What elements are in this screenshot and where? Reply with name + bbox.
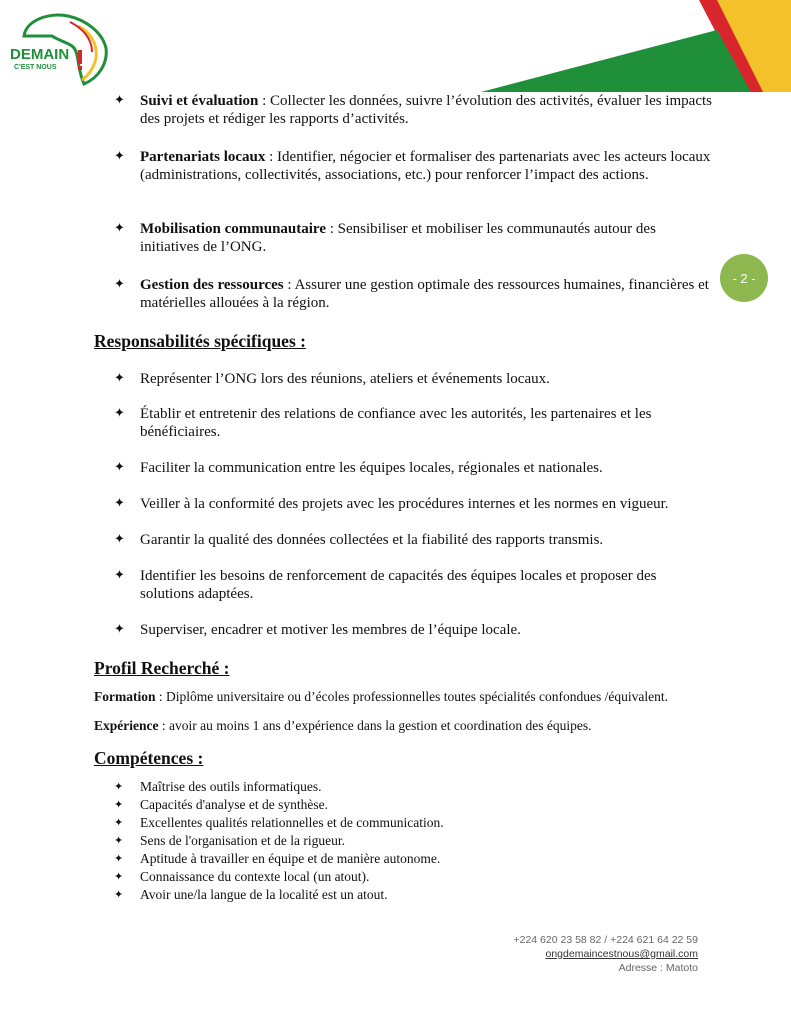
item-title: Suivi et évaluation	[140, 93, 259, 109]
item-text: Maîtrise des outils informatiques.	[140, 779, 322, 794]
item-text: Représenter l’ONG lors des réunions, ateliers et événements locaux.	[140, 371, 550, 387]
item-text: : Sensibiliser et mobiliser les communautés autour des initiatives de l’ONG.	[140, 221, 656, 255]
list-item	[94, 868, 714, 886]
bullet-star-icon: ✦	[114, 798, 124, 811]
list-item	[94, 850, 714, 868]
bullet-star-icon: ✦	[114, 816, 124, 829]
list-item	[94, 621, 714, 639]
formation-paragraph	[94, 688, 734, 706]
experience-text: : avoir au moins 1 ans d’expérience dans la gestion et coordination des équipes.	[158, 718, 592, 733]
bullet-star-icon: ✦	[114, 568, 125, 583]
bullet-star-icon: ✦	[114, 870, 124, 883]
footer-email-link[interactable]: ongdemaincestnous@gmail.com	[545, 948, 698, 960]
item-title: Gestion des ressources	[140, 277, 284, 293]
experience-paragraph	[94, 717, 734, 735]
list-item	[94, 459, 714, 477]
item-text: Garantir la qualité des données collectées et la fiabilité des rapports transmis.	[140, 532, 604, 548]
list-item	[94, 405, 714, 441]
item-text: Faciliter la communication entre les équipes locales, régionales et nationales.	[140, 460, 603, 476]
bullet-star-icon: ✦	[114, 834, 124, 847]
item-text: Établir et entretenir des relations de confiance avec les autorités, les partenaires et les bénéficiaires.	[140, 406, 652, 440]
competences-list	[94, 778, 714, 904]
item-text: Identifier les besoins de renforcement de capacités des équipes locales et proposer des solutions adaptées.	[140, 568, 657, 602]
bullet-star-icon: ✦	[114, 622, 125, 637]
item-text: Aptitude à travailler en équipe et de manière autonome.	[140, 851, 441, 866]
bullet-star-icon: ✦	[114, 221, 125, 236]
item-text: : Collecter les données, suivre l’évolution des activités, évaluer les impacts des projets et rédiger les rapports d’activités.	[140, 93, 712, 127]
list-item	[94, 796, 714, 814]
bullet-star-icon: ✦	[114, 780, 124, 793]
item-text: Excellentes qualités relationnelles et de communication.	[140, 815, 444, 830]
item-text: : Identifier, négocier et formaliser des partenariats avec les acteurs locaux (administrations, collectivités, associations, etc.) pour renforcer l’impact des actions.	[140, 149, 711, 183]
item-title: Mobilisation communautaire	[140, 221, 326, 237]
item-text: Avoir une/la langue de la localité est un atout.	[140, 887, 388, 902]
corner-decoration	[481, 0, 791, 92]
footer-contact	[513, 933, 698, 975]
list-item	[94, 92, 714, 128]
logo-line2: C'EST NOUS	[14, 64, 57, 71]
page-number-badge: - 2 -	[720, 254, 768, 302]
bullet-star-icon: ✦	[114, 532, 125, 547]
bullet-star-icon: ✦	[114, 149, 125, 164]
item-text: Veiller à la conformité des projets avec les procédures internes et les normes en vigueur.	[140, 496, 669, 512]
section-heading-profil: Profil Recherché :	[94, 658, 230, 678]
item-text: Connaissance du contexte local (un atout).	[140, 869, 370, 884]
item-title: Partenariats locaux	[140, 149, 266, 165]
list-item	[94, 370, 714, 388]
list-item	[94, 886, 714, 904]
bullet-star-icon: ✦	[114, 852, 124, 865]
list-item	[94, 495, 740, 513]
formation-text: : Diplôme universitaire ou d’écoles professionnelles toutes spécialités confondues /équivalent.	[155, 689, 668, 704]
list-item	[94, 778, 714, 796]
formation-label: Formation	[94, 689, 156, 704]
bullet-star-icon: ✦	[114, 460, 125, 475]
list-item	[94, 276, 714, 312]
experience-label: Expérience	[94, 718, 159, 733]
list-item	[94, 220, 714, 256]
item-text: Sens de l'organisation et de la rigueur.	[140, 833, 346, 848]
list-item	[94, 814, 714, 832]
section-heading-competences: Compétences :	[94, 748, 204, 768]
bullet-star-icon: ✦	[114, 888, 124, 901]
list-item	[94, 148, 714, 184]
logo-line1: DEMAIN	[10, 46, 70, 63]
item-text: : Assurer une gestion optimale des ressources humaines, financières et matérielles allouées à la région.	[140, 277, 709, 311]
bullet-star-icon: ✦	[114, 93, 125, 108]
bullet-star-icon: ✦	[114, 496, 125, 511]
item-text: Capacités d'analyse et de synthèse.	[140, 797, 328, 812]
footer-address: Adresse : Matoto	[618, 962, 698, 974]
footer-phones: +224 620 23 58 82 / +224 621 64 22 59	[513, 934, 698, 946]
bullet-star-icon: ✦	[114, 371, 125, 386]
bullet-star-icon: ✦	[114, 406, 125, 421]
item-text: Superviser, encadrer et motiver les membres de l’équipe locale.	[140, 622, 521, 638]
section-heading-responsabilites: Responsabilités spécifiques :	[94, 331, 306, 351]
bullet-star-icon: ✦	[114, 277, 125, 292]
logo	[6, 6, 110, 90]
list-item	[94, 531, 714, 549]
list-item	[94, 832, 714, 850]
list-item	[94, 567, 714, 603]
